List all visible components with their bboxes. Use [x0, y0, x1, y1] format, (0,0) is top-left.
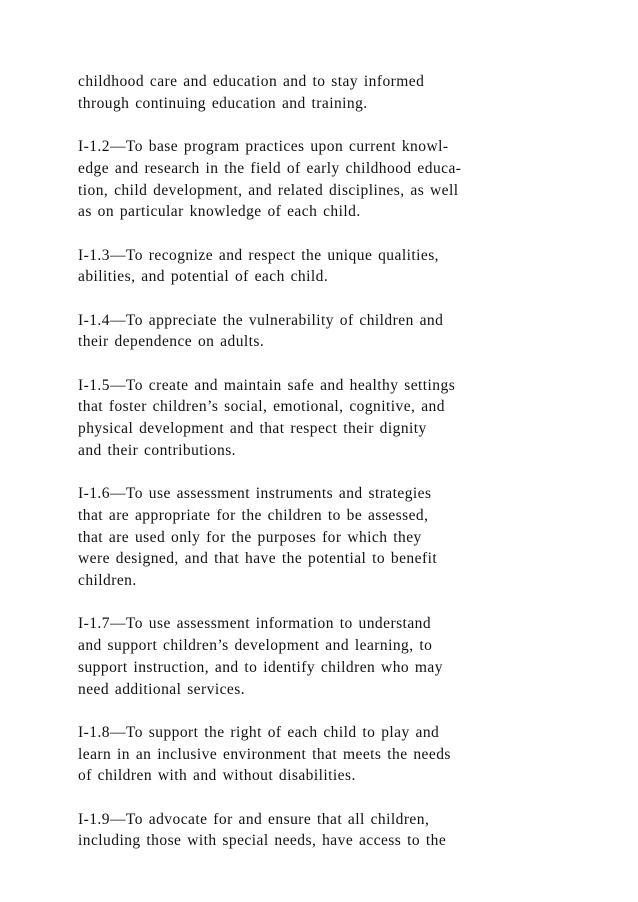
text-line: as on particular knowledge of each child.: [78, 203, 361, 221]
paragraph-i-1-8: [78, 722, 548, 787]
text-line: I-1.3—To recognize and respect the unique qualities,: [78, 246, 440, 264]
paragraph-continuation: [78, 71, 548, 114]
text-line: that are used only for the purposes for which they: [78, 528, 422, 546]
paragraph-i-1-3: [78, 245, 548, 288]
text-line: that foster children’s social, emotional, cognitive, and: [78, 398, 445, 416]
text-line: tion, child development, and related disciplines, as well: [78, 181, 459, 199]
text-line: and support children’s development and learning, to: [78, 637, 433, 655]
text-line: through continuing education and training.: [78, 94, 368, 112]
text-line: I-1.6—To use assessment instruments and strategies: [78, 485, 432, 503]
text-line: edge and research in the field of early childhood educa-: [78, 159, 462, 177]
text-line: physical development and that respect their dignity: [78, 420, 427, 438]
paragraph-i-1-9: [78, 809, 548, 852]
paragraph-i-1-5: [78, 375, 548, 462]
text-line: I-1.4—To appreciate the vulnerability of children and: [78, 311, 444, 329]
text-line: I-1.7—To use assessment information to understand: [78, 615, 432, 633]
text-line: their dependence on adults.: [78, 333, 265, 351]
document-body: [78, 71, 548, 874]
paragraph-i-1-7: [78, 613, 548, 700]
text-line: childhood care and education and to stay informed: [78, 73, 425, 90]
text-line: support instruction, and to identify children who may: [78, 658, 443, 676]
paragraph-i-1-6: [78, 483, 548, 592]
text-line: including those with special needs, have access to the: [78, 832, 447, 850]
paragraph-i-1-2: [78, 136, 548, 223]
text-line: I-1.2—To base program practices upon current knowl-: [78, 138, 449, 156]
text-line: that are appropriate for the children to be assessed,: [78, 506, 429, 524]
text-line: I-1.9—To advocate for and ensure that all children,: [78, 810, 430, 828]
text-line: need additional services.: [78, 680, 246, 698]
text-line: I-1.8—To support the right of each child to play and: [78, 723, 440, 741]
text-line: learn in an inclusive environment that meets the needs: [78, 745, 451, 763]
text-line: children.: [78, 572, 137, 590]
text-line: I-1.5—To create and maintain safe and healthy settings: [78, 376, 456, 394]
text-line: abilities, and potential of each child.: [78, 268, 329, 286]
paragraph-i-1-4: [78, 310, 548, 353]
text-line: and their contributions.: [78, 441, 237, 459]
text-line: of children with and without disabilities.: [78, 767, 356, 785]
text-line: were designed, and that have the potential to benefit: [78, 550, 438, 568]
